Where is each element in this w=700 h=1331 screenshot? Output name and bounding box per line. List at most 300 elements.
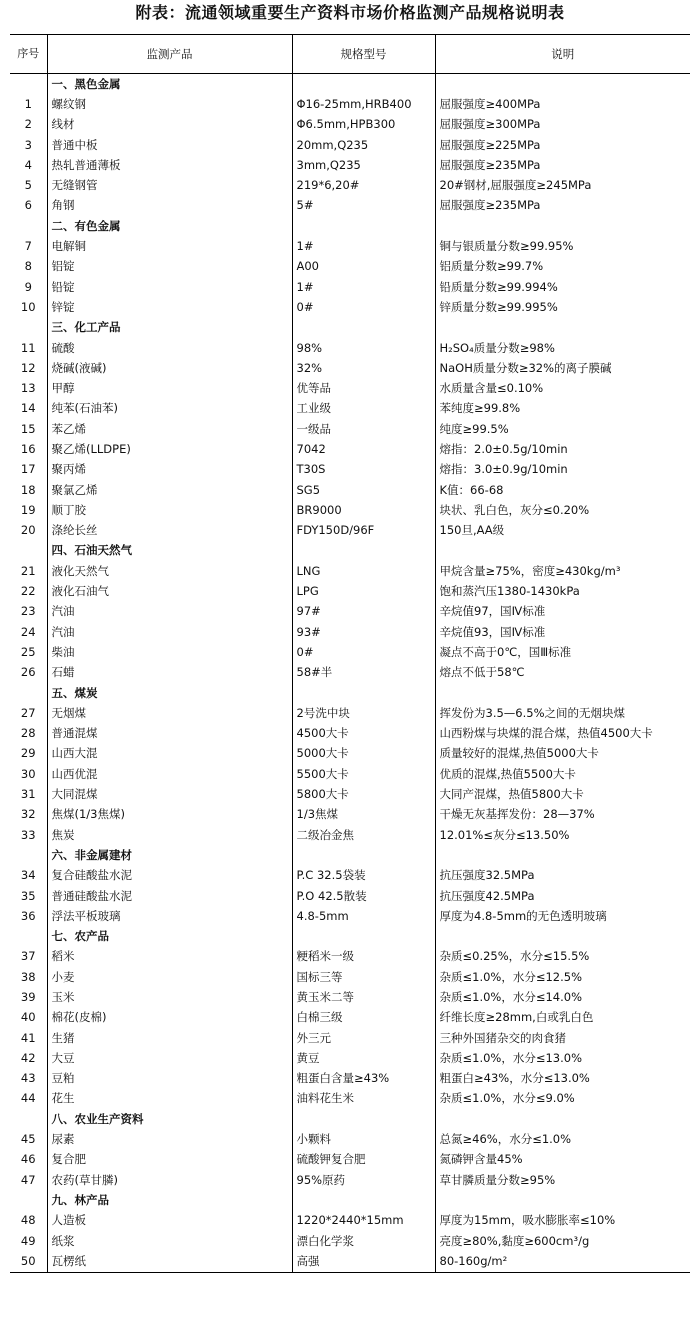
row-no: 28: [20, 726, 36, 741]
product-name: 纯苯(石油苯): [47, 399, 292, 419]
product-name: 生猪: [47, 1028, 292, 1048]
spec-model: FDY150D/96F: [292, 521, 435, 541]
table-row: [10, 784, 690, 804]
product-name: 豆粕: [47, 1069, 292, 1089]
table-row: [10, 764, 690, 784]
category-label: 四、石油天然气: [47, 541, 292, 561]
product-name: 瓦楞纸: [47, 1251, 292, 1272]
description: 屈服强度≥235MPa: [435, 196, 690, 216]
category-label: 六、非金属建材: [47, 845, 292, 865]
table-row: [10, 1048, 690, 1068]
spec-model: 1220*2440*15mm: [292, 1211, 435, 1231]
spec-model: 1#: [292, 277, 435, 297]
category-row: [10, 926, 690, 946]
product-name: 硫酸: [47, 338, 292, 358]
table-row: [10, 622, 690, 642]
description: 大同产混煤，热值5800大卡: [435, 784, 690, 804]
description: 铝质量分数≥99.7%: [435, 257, 690, 277]
category-label: 五、煤炭: [47, 683, 292, 703]
row-no: 35: [20, 888, 36, 903]
category-no-cell: [10, 683, 47, 703]
table-row: [10, 1231, 690, 1251]
spec-model: BR9000: [292, 500, 435, 520]
row-no: 21: [20, 563, 36, 578]
description: 厚度为4.8-5mm的无色透明玻璃: [435, 906, 690, 926]
row-no: 50: [20, 1253, 36, 1268]
spec-model: 黄豆: [292, 1048, 435, 1068]
description: 总氮≥46%，水分≤1.0%: [435, 1129, 690, 1149]
spec-table: [10, 34, 690, 1273]
row-no: 36: [20, 908, 36, 923]
product-name: 热轧普通薄板: [47, 155, 292, 175]
description: 屈服强度≥225MPa: [435, 135, 690, 155]
description: 杂质≤1.0%，水分≤12.5%: [435, 967, 690, 987]
product-name: 柴油: [47, 642, 292, 662]
product-name: 无缝钢管: [47, 175, 292, 195]
table-row: [10, 1150, 690, 1170]
spec-model: 油料花生米: [292, 1089, 435, 1109]
description: 杂质≤1.0%，水分≤14.0%: [435, 987, 690, 1007]
description: 抗压强度32.5MPa: [435, 866, 690, 886]
row-no: 15: [20, 421, 36, 436]
row-no: 33: [20, 827, 36, 842]
description: 优质的混煤,热值5500大卡: [435, 764, 690, 784]
spec-model: P.O 42.5散装: [292, 886, 435, 906]
category-no-cell: [10, 1190, 47, 1210]
category-desc-cell: [435, 926, 690, 946]
category-label: 九、林产品: [47, 1190, 292, 1210]
spec-model: 白棉三级: [292, 1008, 435, 1028]
description: 厚度为15mm，吸水膨胀率≤10%: [435, 1211, 690, 1231]
category-spec-cell: [292, 318, 435, 338]
product-name: 尿素: [47, 1129, 292, 1149]
row-no: 49: [20, 1233, 36, 1248]
spec-model: 外三元: [292, 1028, 435, 1048]
category-no-cell: [10, 1109, 47, 1129]
table-row: [10, 724, 690, 744]
product-name: 稻米: [47, 947, 292, 967]
table-row: [10, 419, 690, 439]
row-no: 46: [20, 1152, 36, 1167]
description: NaOH质量分数≥32%的离子膜碱: [435, 358, 690, 378]
spec-model: 1#: [292, 236, 435, 256]
product-name: 液化石油气: [47, 581, 292, 601]
description: 质量较好的混煤,热值5000大卡: [435, 744, 690, 764]
table-row: [10, 236, 690, 256]
spec-model: 硫酸钾复合肥: [292, 1150, 435, 1170]
spec-model: 工业级: [292, 399, 435, 419]
description: 挥发份为3.5—6.5%之间的无烟块煤: [435, 703, 690, 723]
category-no-cell: [10, 926, 47, 946]
row-no: 48: [20, 1213, 36, 1228]
spec-model: T30S: [292, 460, 435, 480]
category-spec-cell: [292, 683, 435, 703]
description: 铅质量分数≥99.994%: [435, 277, 690, 297]
spec-model: 优等品: [292, 378, 435, 398]
spec-model: 20mm,Q235: [292, 135, 435, 155]
row-no: 38: [20, 969, 36, 984]
row-no: 40: [20, 1010, 36, 1025]
description: H₂SO₄质量分数≥98%: [435, 338, 690, 358]
description: 粗蛋白≥43%，水分≤13.0%: [435, 1069, 690, 1089]
product-name: 棉花(皮棉): [47, 1008, 292, 1028]
product-name: 汽油: [47, 602, 292, 622]
table-row: [10, 581, 690, 601]
table-row: [10, 866, 690, 886]
spec-model: 粳稻米一级: [292, 947, 435, 967]
category-row: [10, 1109, 690, 1129]
category-label: 一、黑色金属: [47, 74, 292, 95]
category-spec-cell: [292, 926, 435, 946]
spec-model: 一级品: [292, 419, 435, 439]
category-desc-cell: [435, 74, 690, 95]
product-name: 液化天然气: [47, 561, 292, 581]
description: 凝点不高于0℃，国Ⅲ标准: [435, 642, 690, 662]
row-no: 10: [20, 299, 36, 314]
description: 熔指：3.0±0.9g/10min: [435, 460, 690, 480]
table-row: [10, 155, 690, 175]
spec-model: 二级冶金焦: [292, 825, 435, 845]
description: 屈服强度≥235MPa: [435, 155, 690, 175]
table-row: [10, 500, 690, 520]
category-desc-cell: [435, 1190, 690, 1210]
table-row: [10, 196, 690, 216]
description: 块状、乳白色，灰分≤0.20%: [435, 500, 690, 520]
product-name: 复合肥: [47, 1150, 292, 1170]
product-name: 石蜡: [47, 663, 292, 683]
description: 甲烷含量≥75%，密度≥430kg/m³: [435, 561, 690, 581]
table-row: [10, 1251, 690, 1272]
description: 纯度≥99.5%: [435, 419, 690, 439]
product-name: 农药(草甘膦): [47, 1170, 292, 1190]
spec-model: 4500大卡: [292, 724, 435, 744]
category-row: [10, 216, 690, 236]
category-desc-cell: [435, 845, 690, 865]
document-title: 附表：流通领域重要生产资料市场价格监测产品规格说明表: [135, 3, 565, 22]
description: 饱和蒸汽压1380-1430kPa: [435, 581, 690, 601]
row-no: 22: [20, 584, 36, 599]
table-row: [10, 175, 690, 195]
description: 苯纯度≥99.8%: [435, 399, 690, 419]
category-row: [10, 74, 690, 95]
table-row: [10, 338, 690, 358]
description: 杂质≤1.0%，水分≤13.0%: [435, 1048, 690, 1068]
product-name: 大同混煤: [47, 784, 292, 804]
table-row: [10, 703, 690, 723]
row-no: 30: [20, 766, 36, 781]
product-name: 螺纹钢: [47, 94, 292, 114]
description: 山西粉煤与块煤的混合煤，热值4500大卡: [435, 724, 690, 744]
product-name: 线材: [47, 115, 292, 135]
description: K值：66-68: [435, 480, 690, 500]
category-no-cell: [10, 845, 47, 865]
spec-model: 7042: [292, 439, 435, 459]
row-no: 3: [24, 137, 32, 152]
table-body: [10, 74, 690, 1273]
row-no: 14: [20, 401, 36, 416]
table-row: [10, 1008, 690, 1028]
product-name: 甲醇: [47, 378, 292, 398]
row-no: 17: [20, 462, 36, 477]
description: 屈服强度≥400MPa: [435, 94, 690, 114]
row-no: 44: [20, 1091, 36, 1106]
table-row: [10, 825, 690, 845]
table-row: [10, 94, 690, 114]
spec-model: 219*6,20#: [292, 175, 435, 195]
table-row: [10, 399, 690, 419]
table-row: [10, 439, 690, 459]
spec-model: 国标三等: [292, 967, 435, 987]
description: 杂质≤1.0%，水分≤9.0%: [435, 1089, 690, 1109]
table-row: [10, 744, 690, 764]
table-header-row: [10, 35, 690, 74]
description: 亮度≥80%,黏度≥600cm³/g: [435, 1231, 690, 1251]
row-no: 34: [20, 868, 36, 883]
header-desc: 说明: [435, 35, 690, 74]
spec-model: 粗蛋白含量≥43%: [292, 1069, 435, 1089]
table-row: [10, 297, 690, 317]
row-no: 41: [20, 1030, 36, 1045]
table-row: [10, 1129, 690, 1149]
table-row: [10, 886, 690, 906]
product-name: 铅锭: [47, 277, 292, 297]
description: 屈服强度≥300MPa: [435, 115, 690, 135]
category-spec-cell: [292, 1109, 435, 1129]
spec-model: 黄玉米二等: [292, 987, 435, 1007]
row-no: 8: [24, 259, 32, 274]
table-row: [10, 1069, 690, 1089]
spec-model: 93#: [292, 622, 435, 642]
spec-model: Φ16-25mm,HRB400: [292, 94, 435, 114]
product-name: 玉米: [47, 987, 292, 1007]
spec-model: 5000大卡: [292, 744, 435, 764]
row-no: 19: [20, 502, 36, 517]
description: 杂质≤0.25%，水分≤15.5%: [435, 947, 690, 967]
product-name: 焦煤(1/3焦煤): [47, 805, 292, 825]
product-name: 普通硅酸盐水泥: [47, 886, 292, 906]
table-row: [10, 1211, 690, 1231]
description: 锌质量分数≥99.995%: [435, 297, 690, 317]
description: 水质量含量≤0.10%: [435, 378, 690, 398]
category-row: [10, 541, 690, 561]
row-no: 25: [20, 644, 36, 659]
table-row: [10, 805, 690, 825]
description: 20#钢材,屈服强度≥245MPa: [435, 175, 690, 195]
description: 150旦,AA级: [435, 521, 690, 541]
product-name: 花生: [47, 1089, 292, 1109]
table-row: [10, 561, 690, 581]
category-label: 二、有色金属: [47, 216, 292, 236]
description: 氮磷钾含量45%: [435, 1150, 690, 1170]
category-row: [10, 318, 690, 338]
row-no: 2: [24, 117, 32, 132]
row-no: 4: [24, 157, 32, 172]
category-desc-cell: [435, 1109, 690, 1129]
row-no: 43: [20, 1071, 36, 1086]
row-no: 24: [20, 624, 36, 639]
category-no-cell: [10, 216, 47, 236]
row-no: 18: [20, 482, 36, 497]
spec-model: 2号洗中块: [292, 703, 435, 723]
spec-model: Φ6.5mm,HPB300: [292, 115, 435, 135]
spec-model: 5#: [292, 196, 435, 216]
spec-model: 5500大卡: [292, 764, 435, 784]
spec-model: 漂白化学浆: [292, 1231, 435, 1251]
table-row: [10, 1170, 690, 1190]
spec-model: 95%原药: [292, 1170, 435, 1190]
row-no: 45: [20, 1132, 36, 1147]
description: 纤维长度≥28mm,白或乳白色: [435, 1008, 690, 1028]
description: 熔点不低于58℃: [435, 663, 690, 683]
spec-model: 1/3焦煤: [292, 805, 435, 825]
spec-model: 0#: [292, 297, 435, 317]
product-name: 苯乙烯: [47, 419, 292, 439]
product-name: 聚丙烯: [47, 460, 292, 480]
header-spec: 规格型号: [292, 35, 435, 74]
table-row: [10, 1089, 690, 1109]
spec-model: 4.8-5mm: [292, 906, 435, 926]
product-name: 角钢: [47, 196, 292, 216]
row-no: 23: [20, 604, 36, 619]
table-row: [10, 987, 690, 1007]
table-row: [10, 642, 690, 662]
description: 草甘膦质量分数≥95%: [435, 1170, 690, 1190]
row-no: 12: [20, 360, 36, 375]
description: 12.01%≤灰分≤13.50%: [435, 825, 690, 845]
row-no: 9: [24, 279, 32, 294]
product-name: 聚乙烯(LLDPE): [47, 439, 292, 459]
product-name: 浮法平板玻璃: [47, 906, 292, 926]
product-name: 聚氯乙烯: [47, 480, 292, 500]
category-no-cell: [10, 318, 47, 338]
category-label: 三、化工产品: [47, 318, 292, 338]
product-name: 山西大混: [47, 744, 292, 764]
row-no: 11: [20, 340, 36, 355]
table-row: [10, 663, 690, 683]
table-row: [10, 257, 690, 277]
category-spec-cell: [292, 74, 435, 95]
category-desc-cell: [435, 216, 690, 236]
spec-model: 97#: [292, 602, 435, 622]
row-no: 13: [20, 381, 36, 396]
product-name: 小麦: [47, 967, 292, 987]
spec-model: 小颗料: [292, 1129, 435, 1149]
description: 干燥无灰基挥发份：28—37%: [435, 805, 690, 825]
table-row: [10, 602, 690, 622]
category-row: [10, 845, 690, 865]
row-no: 26: [20, 665, 36, 680]
row-no: 39: [20, 990, 36, 1004]
table-row: [10, 358, 690, 378]
table-row: [10, 378, 690, 398]
category-desc-cell: [435, 318, 690, 338]
product-name: 焦炭: [47, 825, 292, 845]
spec-model: 高强: [292, 1251, 435, 1272]
row-no: 29: [20, 746, 36, 761]
row-no: 16: [20, 441, 36, 456]
spec-model: LNG: [292, 561, 435, 581]
row-no: 32: [20, 807, 36, 822]
spec-model: SG5: [292, 480, 435, 500]
header-no: 序号: [10, 35, 47, 74]
table-row: [10, 521, 690, 541]
product-name: 纸浆: [47, 1231, 292, 1251]
spec-model: 0#: [292, 642, 435, 662]
row-no: 5: [24, 178, 32, 193]
product-name: 大豆: [47, 1048, 292, 1068]
spec-model: LPG: [292, 581, 435, 601]
category-spec-cell: [292, 541, 435, 561]
spec-model: 32%: [292, 358, 435, 378]
row-no: 47: [20, 1172, 36, 1187]
product-name: 普通中板: [47, 135, 292, 155]
spec-model: 58#半: [292, 663, 435, 683]
category-label: 八、农业生产资料: [47, 1109, 292, 1129]
category-row: [10, 1190, 690, 1210]
description: 三种外国猪杂交的肉食猪: [435, 1028, 690, 1048]
table-row: [10, 1028, 690, 1048]
product-name: 无烟煤: [47, 703, 292, 723]
product-name: 普通混煤: [47, 724, 292, 744]
product-name: 烧碱(液碱): [47, 358, 292, 378]
row-no: 1: [24, 96, 32, 111]
table-row: [10, 460, 690, 480]
spec-model: A00: [292, 257, 435, 277]
category-label: 七、农产品: [47, 926, 292, 946]
description: 抗压强度42.5MPa: [435, 886, 690, 906]
table-row: [10, 135, 690, 155]
description: 熔指：2.0±0.5g/10min: [435, 439, 690, 459]
row-no: 27: [20, 705, 36, 720]
product-name: 铝锭: [47, 257, 292, 277]
product-name: 电解铜: [47, 236, 292, 256]
product-name: 复合硅酸盐水泥: [47, 866, 292, 886]
row-no: 6: [24, 198, 32, 213]
category-spec-cell: [292, 845, 435, 865]
product-name: 锌锭: [47, 297, 292, 317]
product-name: 山西优混: [47, 764, 292, 784]
category-no-cell: [10, 541, 47, 561]
product-name: 涤纶长丝: [47, 521, 292, 541]
row-no: 20: [20, 523, 36, 538]
spec-model: 98%: [292, 338, 435, 358]
category-desc-cell: [435, 683, 690, 703]
description: 辛烷值93，国Ⅳ标准: [435, 622, 690, 642]
description: 80-160g/m²: [435, 1251, 690, 1272]
table-row: [10, 947, 690, 967]
row-no: 7: [24, 239, 32, 254]
description: 辛烷值97，国Ⅳ标准: [435, 602, 690, 622]
row-no: 31: [20, 787, 36, 802]
category-spec-cell: [292, 1190, 435, 1210]
spec-model: 3mm,Q235: [292, 155, 435, 175]
product-name: 顺丁胶: [47, 500, 292, 520]
description: 铜与银质量分数≥99.95%: [435, 236, 690, 256]
table-row: [10, 480, 690, 500]
table-row: [10, 115, 690, 135]
product-name: 汽油: [47, 622, 292, 642]
category-desc-cell: [435, 541, 690, 561]
product-name: 人造板: [47, 1211, 292, 1231]
table-row: [10, 967, 690, 987]
row-no: 37: [20, 949, 36, 964]
header-product: 监测产品: [47, 35, 292, 74]
spec-model: 5800大卡: [292, 784, 435, 804]
row-no: 42: [20, 1050, 36, 1065]
table-row: [10, 277, 690, 297]
spec-model: P.C 32.5袋装: [292, 866, 435, 886]
table-row: [10, 906, 690, 926]
